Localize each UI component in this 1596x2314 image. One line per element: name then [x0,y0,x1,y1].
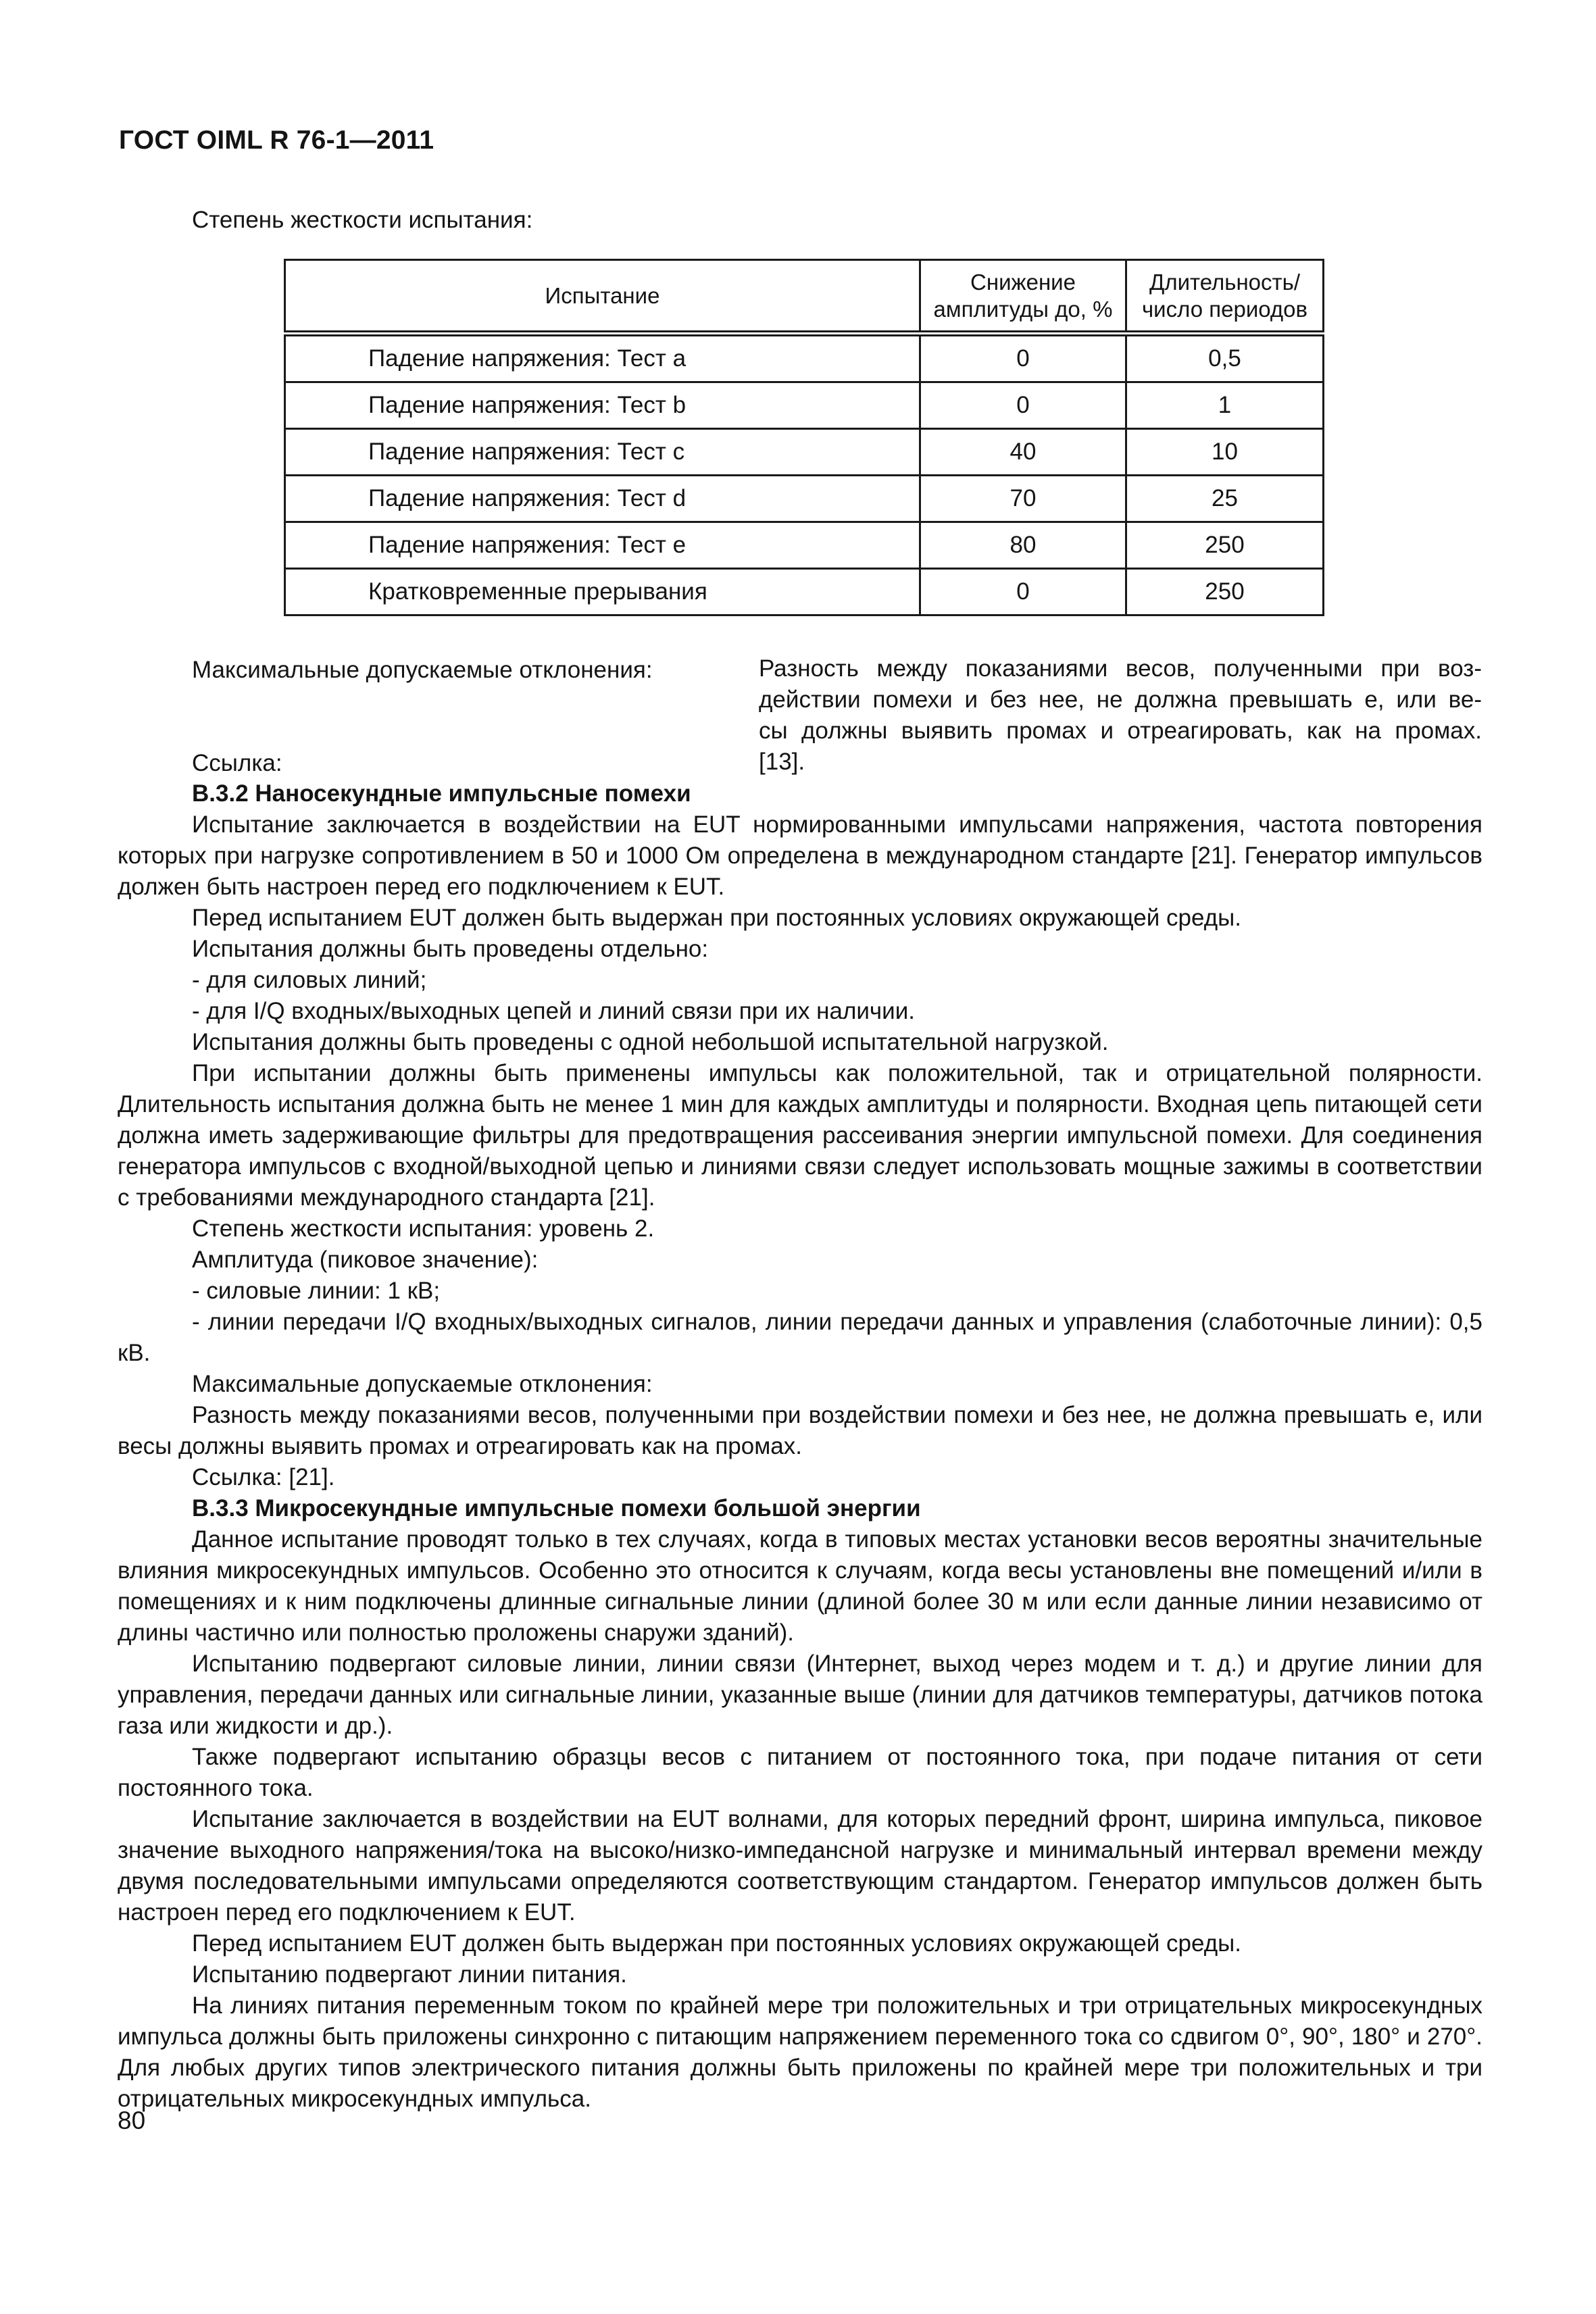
paragraph: Испытание заключается в воздействии на EUT волнами, для которых передний фронт, ширина импульса, пиковое значение выходного напряжения/тока на высоко/низко-импедансной нагрузке и минимальный интервал времени между двумя последовательными импульсами определяются соответствующим стандартом. Генератор импульсов должен быть настроен перед его подключением к EUT. [118,1806,1482,1926]
paragraph: Испытанию подвергают силовые линии, линии связи (Интернет, выход через модем и т. д.) и другие линии для управления, передачи данных или сигнальные линии, указанные выше (линии для датчиков температуры, датчиков потока газа или жидкости и др.). [118,1651,1482,1739]
table-cell: 40 [920,429,1126,476]
table-cell: 70 [920,476,1126,522]
paragraph: Испытанию подвергают линии питания. [192,1961,627,1988]
table-cell: Падение напряжения: Тест b [285,382,920,429]
paragraph: Разность между показаниями весов, полученными при воздействии помехи и без нее, не должна превышать e, или весы должны выявить промах и отреагировать как на промах. [118,1402,1482,1459]
paragraph: Испытания должны быть проведены с одной небольшой испытательной нагрузкой. [192,1029,1109,1055]
deviation-label: Максимальные допускаемые отклонения: [192,657,653,683]
table-cell: 0,5 [1126,334,1324,382]
table-row [285,476,1324,522]
page-number: 80 [118,2107,146,2134]
reference-label: Ссылка: [192,750,282,776]
table-row [285,382,1324,429]
col-header-line: Длительность/ [1149,269,1301,295]
table-cell: 0 [920,569,1126,615]
paragraph: Перед испытанием EUT должен быть выдержан при постоянных условиях окружающей среды. [192,905,1242,931]
paragraph: Максимальные допускаемые отклонения: [192,1371,653,1397]
col-header-line: Испытание [545,282,660,308]
col-header-line: амплитуды до, % [933,296,1113,322]
paragraph: Испытание заключается в воздействии на EUT нормированными импульсами напряжения, частота повторения которых при нагрузке сопротивлением в 50 и 1000 Ом определена в международном стандарте [21]. Генератор импульсов должен быть настроен перед его подключением к EUT. [118,811,1482,900]
col-header-line: число периодов [1141,296,1308,322]
paragraph: Испытания должны быть проведены отдельно: [192,936,709,962]
paragraph: Ссылка: [21]. [192,1464,335,1490]
severity-intro: Степень жесткости испытания: [192,207,533,233]
document-code: ГОСТ OIML R 76-1—2011 [119,126,434,155]
table-header-row [285,260,1324,334]
deviation-line: Разность между показаниями весов, полученными при воз- [759,655,1482,682]
table-cell: 0 [920,334,1126,382]
col-header-duration [1126,260,1324,334]
paragraph: Перед испытанием EUT должен быть выдержан при постоянных условиях окружающей среды. [192,1930,1242,1957]
reference-value: [13]. [759,749,805,775]
deviation-line: действии помехи и без нее, не должна превышать e, или ве- [759,686,1482,713]
col-header-reduction [920,260,1126,334]
section-heading: B.3.3 Микросекундные импульсные помехи большой энергии [192,1495,921,1521]
paragraph: - силовые линии: 1 кВ; [192,1278,441,1304]
table-cell: 250 [1126,522,1324,569]
table-row [285,429,1324,476]
table-cell: 250 [1126,569,1324,615]
table-row [285,334,1324,382]
table-cell: Падение напряжения: Тест c [285,429,920,476]
table-row [285,569,1324,615]
paragraph: Также подвергают испытанию образцы весов с питанием от постоянного тока, при подаче питания от сети постоянного тока. [118,1744,1482,1801]
table-cell: 80 [920,522,1126,569]
table-row [285,522,1324,569]
severity-table [284,259,1324,616]
paragraph: - линии передачи I/Q входных/выходных сигналов, линии передачи данных и управления (слаботочные линии): 0,5 кВ. [118,1309,1482,1366]
body-text [118,778,1482,2115]
deviation-line: сы должны выявить промах и отреагировать, как на промах. [759,718,1482,744]
paragraph: Данное испытание проводят только в тех случаях, когда в типовых местах установки весов вероятны значительные влияния микросекундных импульсов. Особенно это относится к случаям, когда весы установлены вне помещений и/или в помещениях и к ним подключены длинные сигнальные линии (длиной более 30 м или если данные линии независимо от длины частично или полностью проложены снаружи зданий). [118,1526,1482,1646]
table-cell: Падение напряжения: Тест d [285,476,920,522]
table-cell: Падение напряжения: Тест a [285,334,920,382]
table-cell: 1 [1126,382,1324,429]
deviation-text [759,653,1482,747]
table-cell: 0 [920,382,1126,429]
col-header-test [285,260,920,334]
table-cell: 10 [1126,429,1324,476]
paragraph: На линиях питания переменным током по крайней мере три положительных и три отрицательных микросекундных импульса должны быть приложены синхронно с питающим напряжением переменного тока со сдвигом 0°, 90°, 180° и 270°. Для любых других типов электрического питания должны быть приложены по крайней мере три положительных и три отрицательных микросекундных импульса. [118,1992,1482,2112]
paragraph: При испытании должны быть применены импульсы как положительной, так и отрицательной полярности. Длительность испытания должна быть не менее 1 мин для каждых амплитуды и полярности. Входная цепь питающей сети должна иметь задерживающие фильтры для предотвращения рассеивания энергии импульсной помехи. Для соединения генератора импульсов с входной/выходной цепью и линиями связи следует использовать мощные зажимы в соответствии с требованиями международного стандарта [21]. [118,1060,1482,1211]
paragraph: - для I/Q входных/выходных цепей и линий связи при их наличии. [192,998,915,1024]
col-header-line: Снижение [970,269,1076,295]
paragraph: Степень жесткости испытания: уровень 2. [192,1215,655,1242]
table-cell: Кратковременные прерывания [285,569,920,615]
section-heading: B.3.2 Наносекундные импульсные помехи [192,780,691,807]
paragraph: Амплитуда (пиковое значение): [192,1247,539,1273]
table-cell: Падение напряжения: Тест e [285,522,920,569]
paragraph: - для силовых линий; [192,967,427,993]
table-cell: 25 [1126,476,1324,522]
